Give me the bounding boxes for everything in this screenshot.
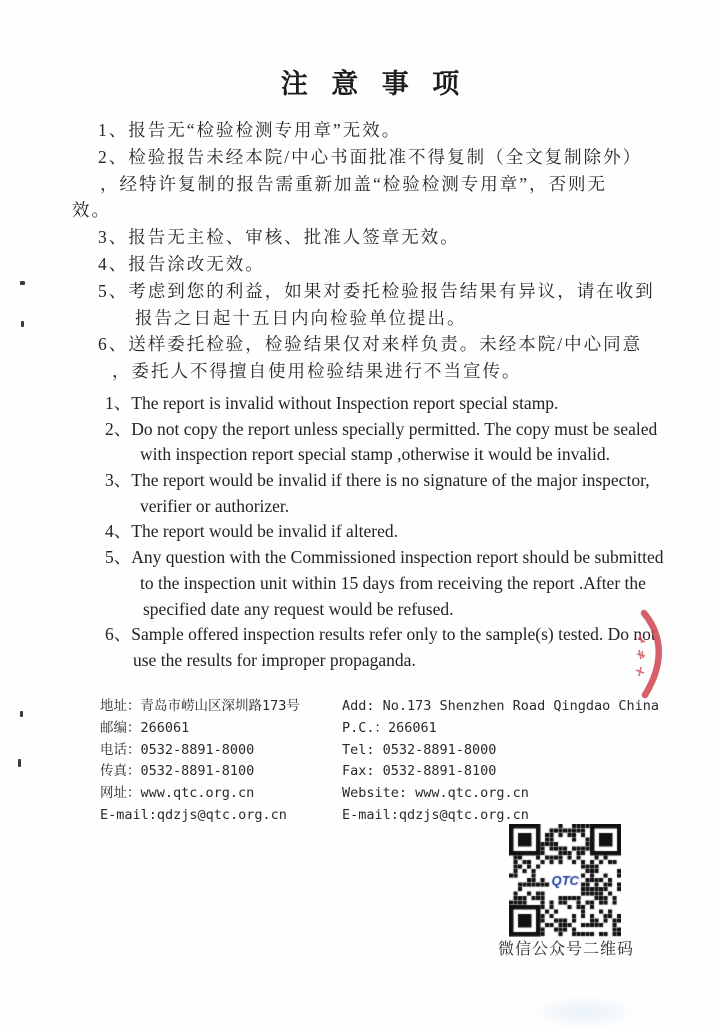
notice-line-zh: ，委托人不得擅自使用检验结果进行不当宣传。 [112,361,522,382]
red-seal-arc [632,608,676,700]
notice-line-zh: ，经特许复制的报告需重新加盖“检验检测专用章”，否则无 [100,173,608,194]
ink-speck [21,321,24,327]
notice-line-en: 5、Any question with the Commissioned inspection report should be submitted [105,547,664,568]
ink-speck [18,759,21,767]
notice-line-en: 6、Sample offered inspection results refer only to the sample(s) tested. Do not [105,624,656,645]
contact-column-english [342,696,659,827]
contact-email-en: E-mail:qdzjs@qtc.org.cn [342,806,529,823]
contact-fax-en: Fax: 0532-8891-8100 [342,763,497,780]
notice-line-zh: 1、报告无“检验检测专用章”无效。 [98,120,402,140]
notice-line-en: 1、The report is invalid without Inspection report special stamp. [105,393,559,413]
scan-smudge [530,995,640,1029]
notice-line-zh: 报告之日起十五日内向检验单位提出。 [135,307,467,328]
wechat-qr-code [509,824,621,937]
english-notice-list [0,391,720,674]
notice-line-en: to the inspection unit within 15 days from receiving the report .After the [140,572,646,593]
chinese-notice-list [0,117,720,385]
notice-line-zh: 5、考虑到您的利益，如果对委托检验报告结果有异议，请在收到 [98,280,655,301]
contact-fax-zh: 传真：0532-8891-8100 [100,763,255,780]
contact-email-zh: E-mail:qdzjs@qtc.org.cn [100,806,287,823]
notice-line-zh: 4、报告涂改无效。 [98,253,265,274]
contact-website-zh: 网址：www.qtc.org.cn [100,785,255,802]
notice-line-en: 3、The report would be invalid if there is no signature of the major inspector, [105,470,650,491]
contact-column-chinese [100,696,300,827]
notice-line-zh: 6、送样委托检验，检验结果仅对来样负责。未经本院/中心同意 [98,334,643,355]
notice-line-en: use the results for improper propaganda. [133,649,416,670]
notice-line-zh: 2、检验报告未经本院/中心书面批准不得复制（全文复制除外） [98,146,643,167]
notice-line-en: 4、The report would be invalid if altered. [105,521,399,542]
contact-postcode-en: P.C.：266061 [342,719,437,736]
ink-speck [20,281,25,285]
contact-address-zh: 地址：青岛市崂山区深圳路173号 [100,698,300,714]
contact-phone-zh: 电话：0532-8891-8000 [100,741,255,758]
contact-postcode-zh: 邮编：266061 [100,719,190,736]
contact-address-en: Add: No.173 Shenzhen Road Qingdao China [342,698,659,714]
notice-line-zh: 3、报告无主检、审核、批准人签章无效。 [98,227,460,248]
page-title: 注 意 事 项 [280,69,468,99]
notice-line-en: verifier or authorizer. [140,495,290,516]
contact-website-en: Website: www.qtc.org.cn [342,785,529,802]
notice-line-en: with inspection report special stamp ,otherwise it would be invalid. [140,444,610,465]
notice-line-zh: 效。 [72,200,111,221]
ink-speck [20,711,23,717]
notice-line-en: specified date any request would be refused. [143,598,454,619]
qr-caption: 微信公众号二维码 [497,941,634,958]
red-seal-fragment [632,608,676,700]
notice-line-en: 2、Do not copy the report unless specially permitted. The copy must be sealed [105,418,658,439]
contact-phone-en: Tel: 0532-8891-8000 [342,741,497,758]
